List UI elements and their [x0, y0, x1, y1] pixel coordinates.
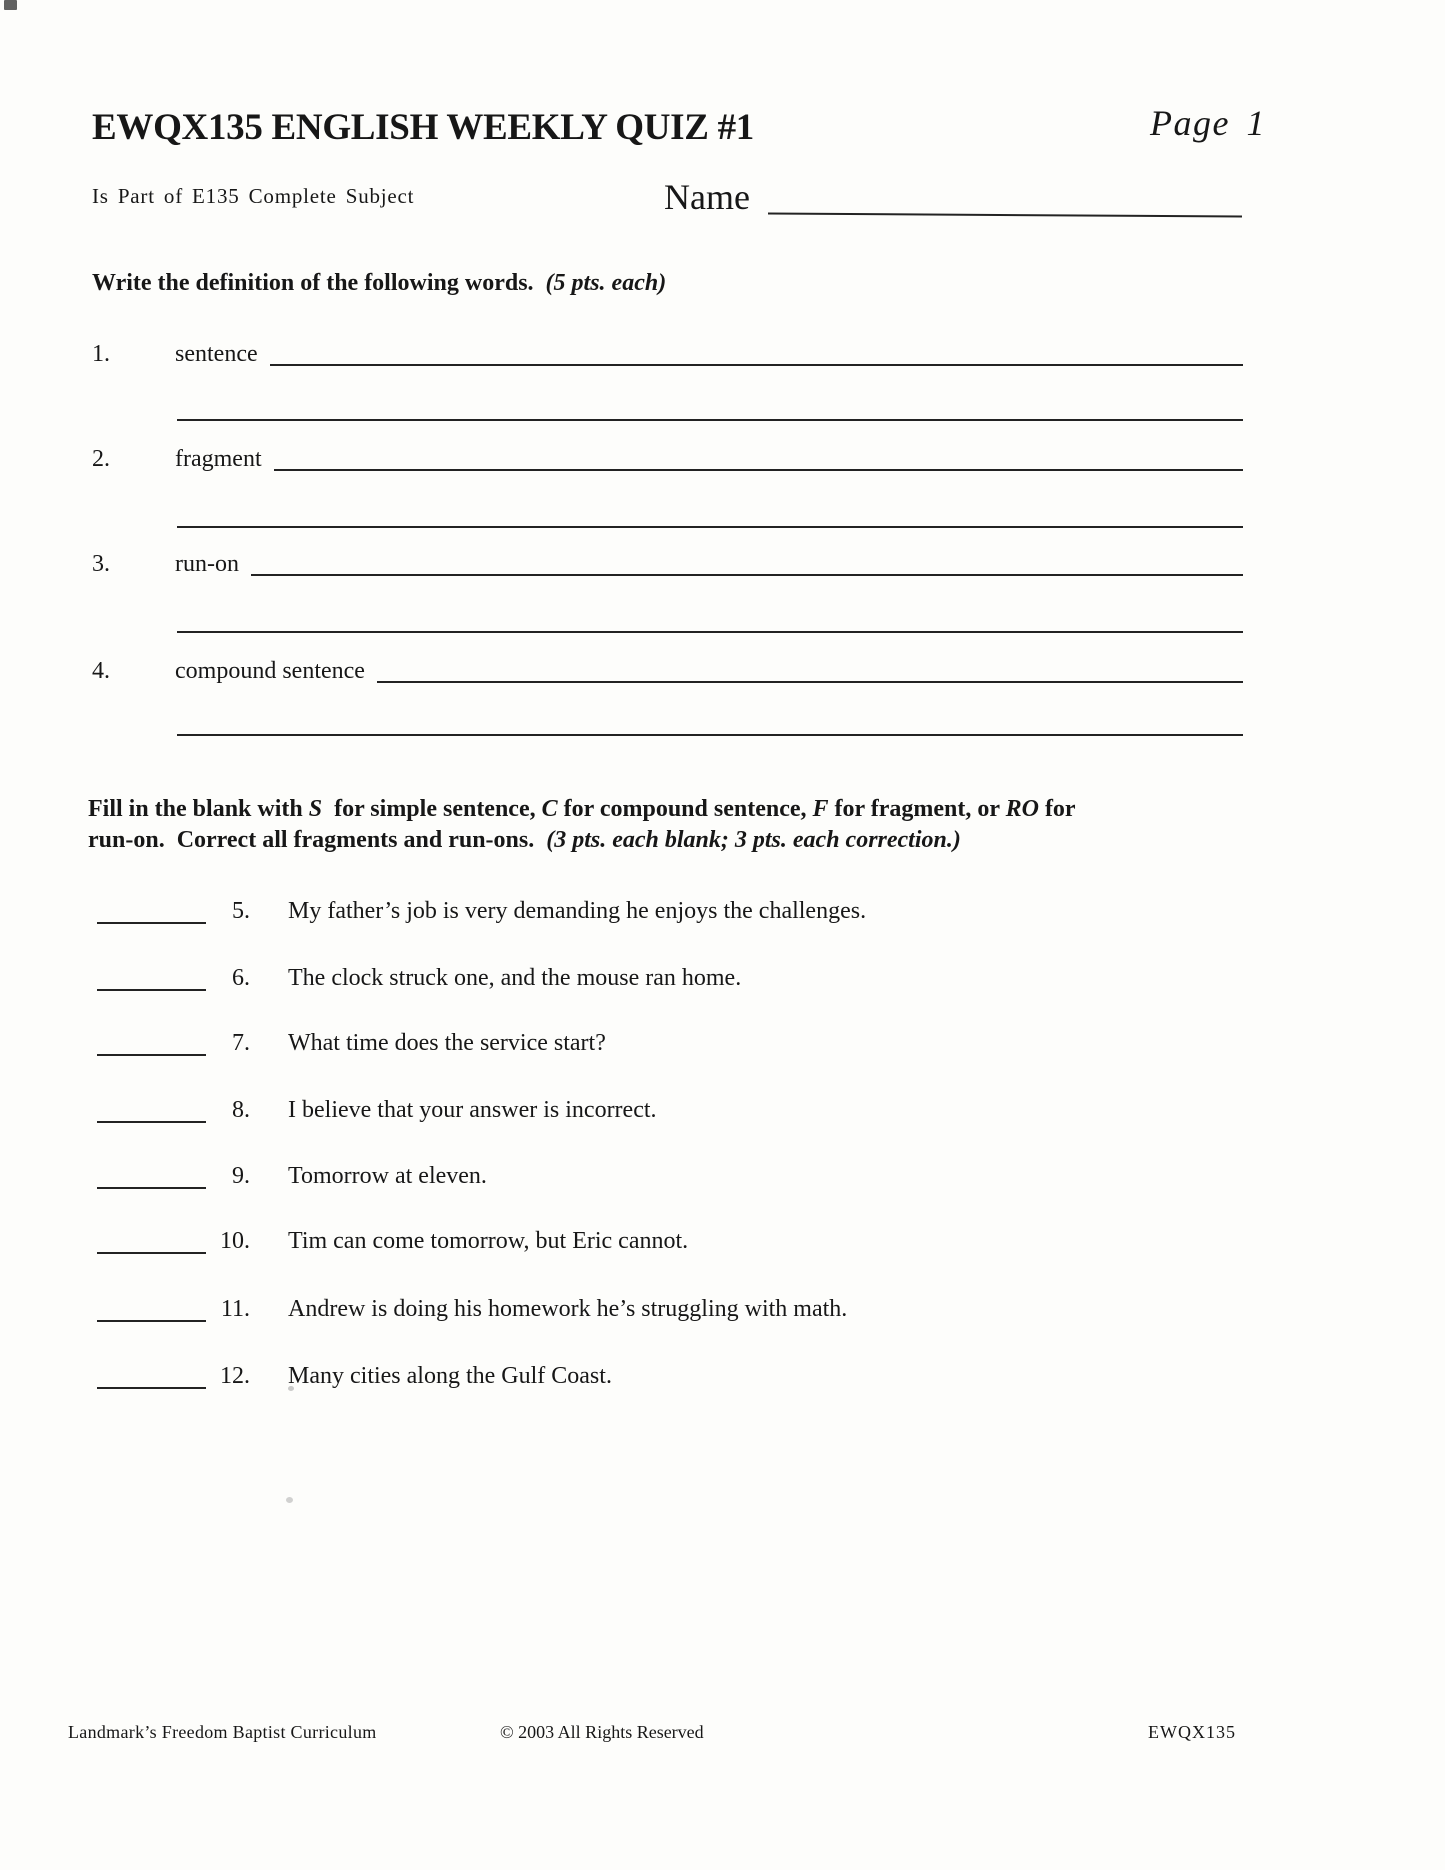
item-number: 5.: [232, 898, 250, 924]
footer-publisher: Landmark’s Freedom Baptist Curriculum: [68, 1722, 377, 1742]
definition-answer-line[interactable]: [177, 526, 1243, 528]
definition-answer-line[interactable]: [177, 631, 1243, 633]
item-sentence: Many cities along the Gulf Coast.: [288, 1363, 612, 1389]
fillin-instruction-text: run-on. Correct all fragments and run-ons.: [88, 827, 547, 853]
definition-answer-line[interactable]: [274, 467, 1243, 471]
fillin-item: [97, 1361, 1377, 1391]
definitions-section-heading: [92, 270, 666, 297]
item-number: 10.: [220, 1228, 250, 1254]
definition-item: [92, 339, 1243, 369]
item-sentence: The clock struck one, and the mouse ran home.: [288, 965, 742, 991]
definition-word: sentence: [175, 341, 258, 367]
item-number: 7.: [232, 1030, 250, 1056]
fillin-item: [97, 1028, 1377, 1058]
fillin-item: [97, 1161, 1377, 1191]
name-label: Name: [664, 177, 750, 217]
fillin-item: [97, 1294, 1377, 1324]
fillin-points-note: (3 pts. each blank; 3 pts. each correction.): [546, 827, 961, 853]
fillin-instruction-text: Fill in the blank with: [88, 796, 309, 822]
code-letter-c: C: [541, 796, 558, 822]
item-number: 3.: [92, 551, 110, 577]
page-number: Page 1: [1150, 103, 1266, 143]
definition-item: [92, 444, 1243, 474]
definitions-points-note: (5 pts. each): [545, 270, 667, 296]
fillin-section-heading: [88, 794, 1348, 856]
item-number: 1.: [92, 341, 110, 367]
definition-word: fragment: [175, 446, 262, 472]
fillin-instruction-text: for simple sentence,: [322, 796, 542, 822]
code-letter-f: F: [812, 796, 829, 822]
definition-item: [92, 549, 1243, 579]
name-input-line[interactable]: [768, 211, 1242, 218]
answer-blank[interactable]: [97, 1385, 206, 1389]
scan-artifact: [286, 1497, 293, 1503]
item-number: 9.: [232, 1163, 250, 1189]
definition-answer-line[interactable]: [251, 572, 1243, 576]
item-number: 6.: [232, 965, 250, 991]
fillin-instruction-text: for: [1038, 796, 1076, 822]
scan-artifact: [4, 0, 17, 10]
fillin-item: [97, 896, 1377, 926]
page-title: EWQX135 ENGLISH WEEKLY QUIZ #1: [92, 107, 754, 148]
definition-item: [92, 656, 1243, 686]
footer-copyright: © 2003 All Rights Reserved: [500, 1722, 704, 1742]
fillin-instruction-text: for compound sentence,: [557, 796, 813, 822]
definition-word: compound sentence: [175, 658, 365, 684]
answer-blank[interactable]: [97, 1119, 206, 1123]
definition-answer-line[interactable]: [270, 362, 1243, 366]
definition-answer-line[interactable]: [377, 679, 1243, 683]
item-sentence: What time does the service start?: [288, 1030, 606, 1056]
answer-blank[interactable]: [97, 1250, 206, 1254]
name-field-row: [664, 176, 1242, 218]
answer-blank[interactable]: [97, 920, 206, 924]
fillin-item: [97, 1226, 1377, 1256]
item-number: 11.: [220, 1296, 250, 1322]
course-subtitle: Is Part of E135 Complete Subject: [92, 184, 415, 208]
item-sentence: My father’s job is very demanding he enjoys the challenges.: [288, 898, 867, 924]
item-sentence: Tim can come tomorrow, but Eric cannot.: [288, 1228, 689, 1254]
answer-blank[interactable]: [97, 1318, 206, 1322]
definitions-instruction: Write the definition of the following words.: [92, 270, 546, 296]
definition-answer-line[interactable]: [177, 419, 1243, 421]
answer-blank[interactable]: [97, 987, 206, 991]
item-number: 2.: [92, 446, 110, 472]
answer-blank[interactable]: [97, 1185, 206, 1189]
definition-word: run-on: [175, 551, 239, 577]
fillin-item: [97, 963, 1377, 993]
fillin-item: [97, 1095, 1377, 1125]
answer-blank[interactable]: [97, 1052, 206, 1056]
code-letters-ro: RO: [1005, 796, 1039, 822]
fillin-instruction-text: for fragment, or: [828, 796, 1006, 822]
item-sentence: Tomorrow at eleven.: [288, 1163, 487, 1189]
item-sentence: Andrew is doing his homework he’s struggling with math.: [288, 1296, 848, 1322]
footer-document-code: EWQX135: [1148, 1722, 1236, 1742]
item-number: 4.: [92, 658, 110, 684]
code-letter-s: S: [308, 796, 323, 822]
definition-answer-line[interactable]: [177, 734, 1243, 736]
item-sentence: I believe that your answer is incorrect.: [288, 1097, 657, 1123]
item-number: 12.: [220, 1363, 250, 1389]
item-number: 8.: [232, 1097, 250, 1123]
